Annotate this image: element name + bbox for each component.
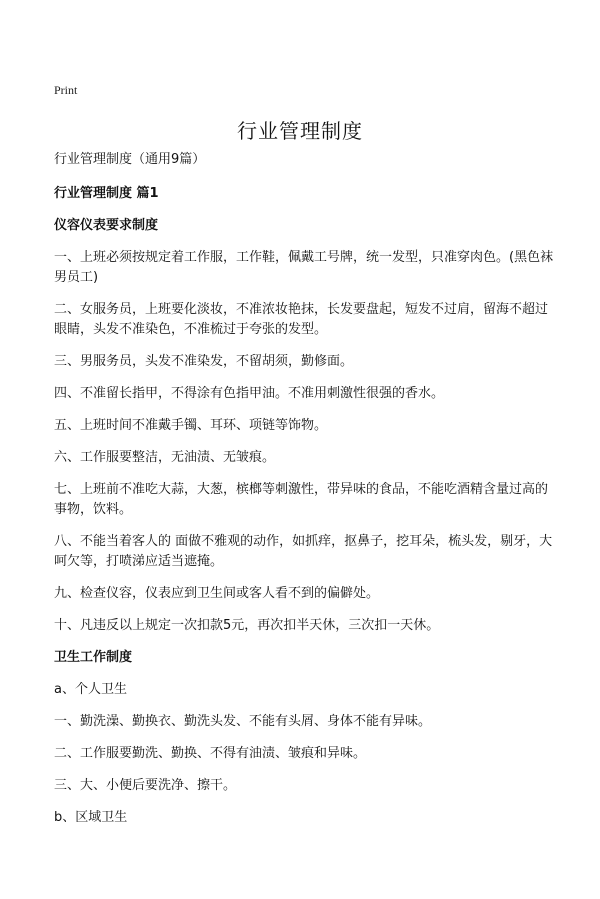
rule-item: 二、工作服要勤洗、勤换、不得有油渍、皱痕和异味。 (54, 746, 367, 761)
rule-item: 三、大、小便后要洗净、擦干。 (54, 778, 237, 793)
rule-item: 九、检查仪容，仪表应到卫生间或客人看不到的偏僻处。 (54, 586, 380, 601)
rule-item: 一、上班必须按规定着工作服，工作鞋，佩戴工号牌，统一发型，只准穿肉色。(黑色袜男员工) (54, 250, 554, 285)
section-heading: 仪容仪表要求制度 (54, 218, 159, 233)
rule-item: 六、工作服要整洁，无油渍、无皱痕。 (54, 450, 276, 465)
rule-item: 五、上班时间不准戴手镯、耳环、项链等饰物。 (54, 418, 328, 433)
rule-item: 十、凡违反以上规定一次扣款5元，再次扣半天休，三次扣一天休。 (54, 618, 440, 633)
rule-item: 七、上班前不准吃大蒜，大葱，槟榔等刺激性，带异味的食品，不能吃酒精含量过高的事物，饮料。 (54, 482, 549, 517)
subsection-heading: a、个人卫生 (54, 682, 127, 697)
rule-item: 一、勤洗澡、勤换衣、勤洗头发、不能有头屑、身体不能有异味。 (54, 714, 432, 729)
rule-item: 三、男服务员，头发不准染发，不留胡须，勤修面。 (54, 354, 354, 369)
section-heading: 卫生工作制度 (54, 650, 133, 665)
document-body (54, 150, 554, 840)
print-label: Print (54, 83, 78, 97)
part-heading: 行业管理制度 篇1 (54, 186, 159, 201)
rule-item: 四、不准留长指甲，不得涂有色指甲油。不准用刺激性很强的香水。 (54, 386, 445, 401)
document-title: 行业管理制度 (237, 119, 363, 143)
document-subtitle: 行业管理制度（通用9篇） (54, 152, 206, 167)
rule-item: 二、女服务员，上班要化淡妆，不准浓妆艳抹，长发要盘起，短发不过肩，留海不超过眼睛，头发不准染色，不准梳过于夸张的发型。 (54, 302, 549, 337)
rule-item: 八、不能当着客人的 面做不雅观的动作，如抓痒，抠鼻子，挖耳朵，梳头发，剔牙，大呵欠等，打喷涕应适当遮掩。 (54, 534, 553, 569)
subsection-heading: b、区域卫生 (54, 810, 128, 825)
